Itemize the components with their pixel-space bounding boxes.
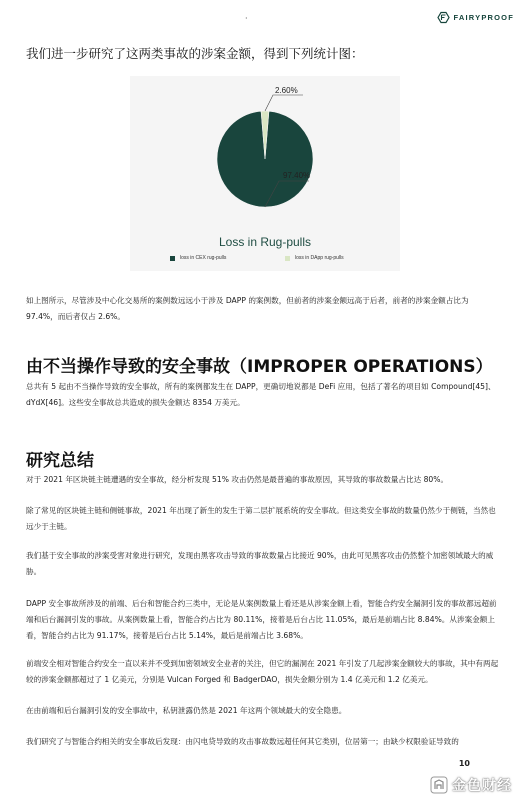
pie-chart	[130, 76, 400, 231]
legend-swatch-cex	[170, 256, 175, 261]
paragraph-improper-operations: 总共有 5 起由不当操作导致的安全事故，所有的案例都发生在 DAPP，更确切地说都是 DeFi 应用，包括了著名的项目如 Compound[45]、dYdX[46]。这些安全事故总共造成的损失金额达 8354 万美元。	[26, 382, 496, 407]
legend-label-dapp: loss in DApp rug-pulls	[295, 255, 344, 261]
data-label-cex: 97.40%	[283, 171, 311, 180]
fairyproof-logo-icon	[437, 11, 450, 24]
paragraph-summary-hackers: 我们基于安全事故的涉案受害对象进行研究，发现由黑客攻击导致的事故数量占比接近 90%，由此可见黑客攻击仍然整个加密领域最大的威胁。	[26, 551, 494, 576]
leader-line-dapp	[265, 95, 303, 111]
paragraph-summary-51-attack: 对于 2021 年区块链主链遭遇的安全事故，经分析发现 51% 攻击仍然是最普遍的事故原因，其导致的事故数量占比达 80%。	[26, 475, 449, 484]
legend-item-dapp	[285, 255, 344, 261]
legend-item-cex	[170, 255, 226, 261]
heading-improper-operations: 由不当操作导致的安全事故（IMPROPER OPERATIONS）	[26, 357, 493, 377]
paragraph-summary-private-keys: 在由前端和后台漏洞引发的安全事故中，私钥泄露仍然是 2021 年这两个领域最大的安全隐患。	[26, 706, 347, 715]
chart-title: Loss in Rug-pulls	[218, 235, 312, 249]
legend-label-cex: loss in CEX rug-pulls	[180, 255, 227, 261]
watermark	[430, 775, 512, 795]
paragraph-summary-smart-contracts: 我们研究了与智能合约相关的安全事故后发现：由闪电贷导致的攻击事故数远超任何其它类别，位居第一；由缺少权限验证导致的	[26, 737, 459, 746]
page-number: 10	[458, 759, 470, 768]
paragraph-summary-dapp: DAPP 安全事故所涉及的前端、后台和智能合约三类中，无论是从案例数量上看还是从涉案金额上看，智能合约安全漏洞引发的事故都远超前端和后台漏洞引发的事故。从案例数量上看，智能合约占比为 80.11%，接着是后台占比 11.05%，最后是前端占比 8.84%。从涉案金额上看，智能合约占比为 91.17%，接着是后台占比 5.14%，最后是前端占比 3.68%。	[26, 599, 497, 640]
data-label-dapp: 2.60%	[275, 86, 298, 95]
heading-research-summary: 研究总结	[26, 451, 94, 471]
intro-text: 我们进一步研究了这两类事故的涉案金额，得到下列统计图：	[26, 46, 364, 61]
logo-wordmark: FAIRYPROOF	[453, 13, 514, 22]
header-dot: ·	[245, 14, 248, 23]
paragraph-summary-layer2: 除了常见的区块链主链和侧链事故，2021 年出现了新生的发生于第二层扩展系统的安全事故。但这类安全事故的数量仍然少于侧链，当然也远少于主链。	[26, 506, 496, 531]
paragraph-summary-frontend: 前端安全相对智能合约安全一直以来并不受到加密领域安全业者的关注，但它的漏洞在 2021 年引发了几起涉案金额较大的事故，其中有两起较的涉案金额都超过了 1 亿美元，分别是 Vulcan Forged 和 BadgerDAO，损失金额分别为 1.4 亿美元和 1.2 亿美元。	[26, 659, 499, 684]
legend-swatch-dapp	[285, 256, 290, 261]
watermark-text: 金色财经	[452, 778, 512, 794]
fairyproof-logo	[437, 11, 514, 24]
watermark-logo-icon	[430, 776, 448, 794]
paragraph-pie-explanation: 如上图所示，尽管涉及中心化交易所的案例数远远小于涉及 DAPP 的案例数，但前者的涉案金额远高于后者，前者的涉案金额占比为 97.4%，而后者仅占 2.6%。	[26, 296, 469, 321]
pie-chart-panel	[130, 76, 400, 271]
